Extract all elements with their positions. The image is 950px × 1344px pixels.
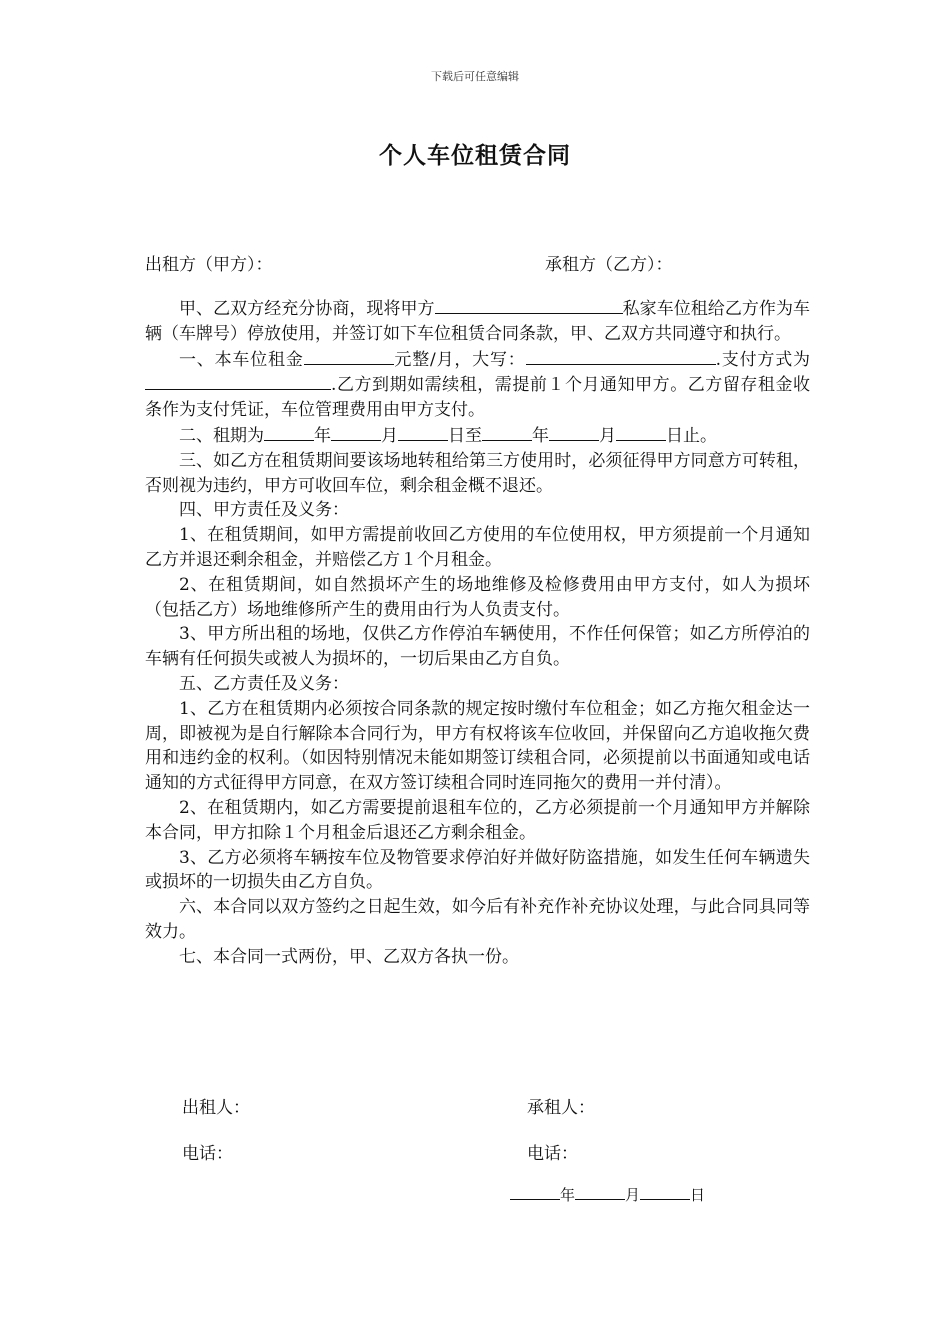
blank-sign-month (575, 1184, 625, 1200)
clause-2-text-a: 二、租期为 (179, 425, 264, 446)
blank-start-month (331, 423, 381, 441)
date-year-label: 年 (560, 1186, 576, 1204)
clause-2 (145, 423, 810, 449)
lessee-label: 承租方（乙方）： (545, 255, 673, 275)
clause-5-3: 3、乙方必须将车辆按车位及物管要求停泊好并做好防盗措施，如发生任何车辆遗失或损坏的一切损失由乙方自负。 (145, 847, 810, 893)
date-month-label: 月 (625, 1186, 641, 1204)
blank-rent-amount (304, 347, 394, 365)
blank-end-month (549, 423, 599, 441)
clause-5-2: 2、在租赁期内，如乙方需要提前退租车位的，乙方必须提前一个月通知甲方并解除本合同，甲方扣除１个月租金后退还乙方剩余租金。 (145, 797, 810, 843)
clause-1-text-d: .乙方到期如需续租，需提前１个月通知甲方。乙方留存租金收条作为支付凭证，车位管理费用由甲方支付。 (145, 375, 810, 421)
header-note: 下载后可任意编辑 (431, 70, 519, 83)
blank-payment-method (145, 372, 331, 390)
lessor-label: 出租方（甲方）： (145, 255, 273, 275)
clause-1-text-a: 一、本车位租金 (179, 349, 304, 370)
clause-2-year: 年 (314, 425, 331, 446)
clause-4-2: 2、在租赁期间，如自然损坏产生的场地维修及检修费用由甲方支付，如人为损坏（包括乙方）场地维修所产生的费用由行为人负责支付。 (145, 574, 810, 620)
clause-6: 六、本合同以双方签约之日起生效，如今后有补充作补充协议处理，与此合同具同等效力。 (145, 897, 810, 942)
clause-5-heading: 五、乙方责任及义务： (179, 673, 349, 694)
blank-end-day (616, 423, 666, 441)
blank-lessor-name (435, 296, 623, 314)
lessor-phone-label: 电话： (182, 1144, 233, 1164)
lessee-signature-label: 承租人： (527, 1098, 595, 1118)
blank-start-year (264, 423, 314, 441)
blank-sign-year (510, 1184, 560, 1200)
clause-2-day-to: 日至 (448, 425, 482, 446)
clause-2-month-2: 月 (599, 425, 616, 446)
intro-text-a: 甲、乙双方经充分协商，现将甲方 (179, 299, 435, 319)
clause-1 (145, 347, 810, 423)
clause-3: 三、如乙方在租赁期间要该场地转租给第三方使用时，必须征得甲方同意方可转租，否则视为违约，甲方可收回车位，剩余租金概不退还。 (145, 450, 810, 496)
page-title: 个人车位租赁合同 (379, 142, 571, 169)
clause-2-month: 月 (381, 425, 398, 446)
clause-5-1: 1、乙方在租赁期内必须按合同条款的规定按时缴付车位租金；如乙方拖欠租金达一周，即被视为是自行解除本合同行为，甲方有权将该车位收回，并保留向乙方追收拖欠费用和违约金的权利。（如因特别情况未能如期签订续租合同，必须提前以书面通知或电话通知的方式征得甲方同意，在双方签订续租合同时连同拖欠的费用一并付清）。 (145, 698, 810, 794)
clause-4-1: 1、在租赁期间，如甲方需提前收回乙方使用的车位使用权，甲方须提前一个月通知乙方并退还剩余租金，并赔偿乙方１个月租金。 (145, 525, 810, 570)
clause-4-heading: 四、甲方责任及义务： (179, 500, 349, 521)
lessee-phone-label: 电话： (527, 1144, 578, 1164)
clause-2-end: 日止。 (666, 425, 717, 446)
date-day-label: 日 (690, 1186, 706, 1204)
blank-rent-words (526, 347, 716, 365)
clause-4-3: 3、甲方所出租的场地，仅供乙方作停泊车辆使用，不作任何保管；如乙方所停泊的车辆有任何损失或被人为损坏的，一切后果由乙方自负。 (145, 624, 810, 670)
clause-1-text-c: .支付方式为 (715, 349, 810, 370)
contract-body (145, 296, 810, 970)
blank-sign-day (640, 1184, 690, 1200)
signing-date (510, 1184, 705, 1205)
clause-7: 七、本合同一式两份，甲、乙双方各执一份。 (179, 946, 519, 967)
lessor-signature-label: 出租人： (182, 1098, 250, 1118)
clause-1-text-b: 元整/月，大写： (393, 349, 526, 370)
intro-paragraph (145, 296, 810, 347)
clause-2-year-2: 年 (532, 425, 549, 446)
blank-end-year (482, 423, 532, 441)
blank-start-day (398, 423, 448, 441)
intro-text-b: 私家车位租给乙方作为车辆（车牌号）停放使用，并签订如下车位租赁合同条款，甲、乙双方共同遵守和执行。 (145, 299, 811, 344)
